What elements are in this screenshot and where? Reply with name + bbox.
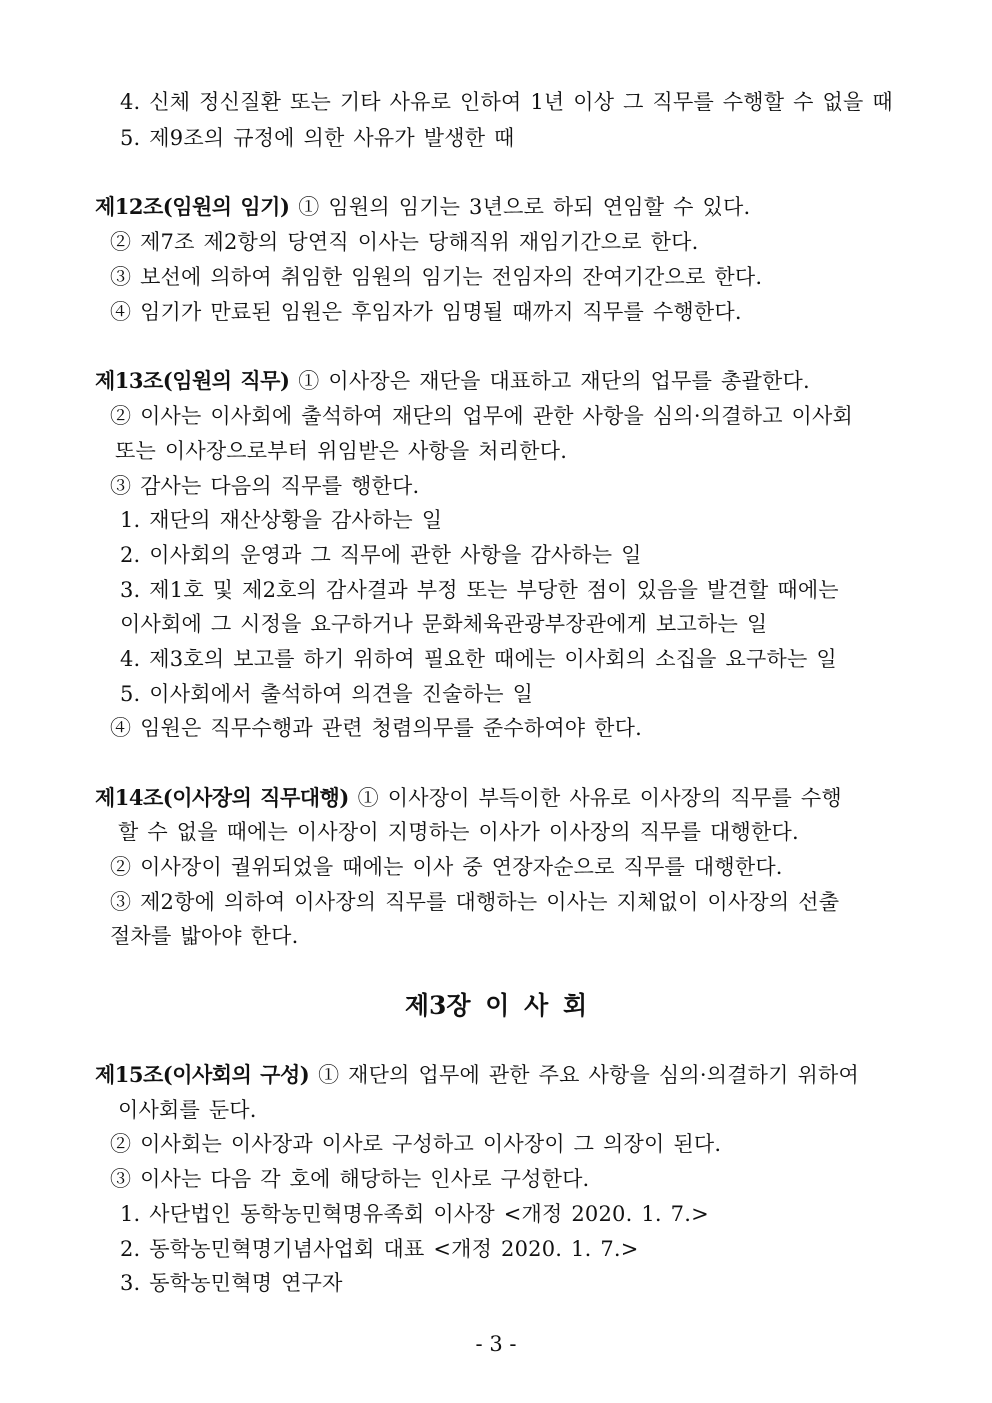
page-number: - 3 -: [475, 1332, 517, 1356]
list-item: 2. 동학농민혁명기념사업회 대표 <개정 2020. 1. 7.>: [120, 1237, 639, 1261]
article-title: 제14조(이사장의 직무대행): [95, 785, 349, 810]
article-text: ① 임원의 임기는 3년으로 하되 연임할 수 있다.: [289, 195, 751, 219]
article-13-heading: [95, 367, 810, 395]
paragraph-line: ② 이사장이 궐위되었을 때에는 이사 중 연장자순으로 직무를 대행한다.: [110, 855, 783, 879]
list-item: 2. 이사회의 운영과 그 직무에 관한 사항을 감사하는 일: [120, 543, 642, 567]
list-item: 3. 동학농민혁명 연구자: [120, 1271, 343, 1295]
list-item: 이사회에 그 시정을 요구하거나 문화체육관광부장관에게 보고하는 일: [120, 612, 768, 636]
article-title: 제13조(임원의 직무): [95, 368, 290, 393]
paragraph-line: ③ 이사는 다음 각 호에 해당하는 인사로 구성한다.: [110, 1167, 590, 1191]
list-item: 1. 사단법인 동학농민혁명유족회 이사장 <개정 2020. 1. 7.>: [120, 1202, 709, 1226]
paragraph-line: ② 제7조 제2항의 당연직 이사는 당해직위 재임기간으로 한다.: [110, 230, 699, 254]
list-item: 5. 제9조의 규정에 의한 사유가 발생한 때: [120, 126, 515, 150]
list-item: 4. 제3호의 보고를 하기 위하여 필요한 때에는 이사회의 소집을 요구하는 일: [120, 647, 837, 671]
article-title: 제15조(이사회의 구성): [95, 1062, 310, 1087]
paragraph-line: ③ 감사는 다음의 직무를 행한다.: [110, 474, 420, 498]
paragraph-line: ③ 제2항에 의하여 이사장의 직무를 대행하는 이사는 지체없이 이사장의 선출: [110, 890, 840, 914]
list-item: 1. 재단의 재산상황을 감사하는 일: [120, 508, 443, 532]
paragraph-line: 또는 이사장으로부터 위임받은 사항을 처리한다.: [115, 439, 568, 463]
paragraph-line: ④ 임기가 만료된 임원은 후임자가 임명될 때까지 직무를 수행한다.: [110, 300, 742, 324]
paragraph-line: ③ 보선에 의하여 취임한 임원의 임기는 전임자의 잔여기간으로 한다.: [110, 265, 763, 289]
article-text: ① 이사장이 부득이한 사유로 이사장의 직무를 수행: [348, 786, 842, 810]
paragraph-line: 이사회를 둔다.: [118, 1098, 257, 1122]
list-item: 4. 신체 정신질환 또는 기타 사유로 인하여 1년 이상 그 직무를 수행할 수 없을 때: [120, 90, 893, 114]
paragraph-line: 할 수 없을 때에는 이사장이 지명하는 이사가 이사장의 직무를 대행한다.: [118, 820, 799, 844]
list-item: 5. 이사회에서 출석하여 의견을 진술하는 일: [120, 682, 534, 706]
article-14-heading: [95, 784, 842, 812]
article-text: ① 재단의 업무에 관한 주요 사항을 심의·의결하기 위하여: [309, 1063, 859, 1087]
article-text: ① 이사장은 재단을 대표하고 재단의 업무를 총괄한다.: [289, 369, 810, 393]
article-title: 제12조(임원의 임기): [95, 194, 290, 219]
paragraph-line: ② 이사는 이사회에 출석하여 재단의 업무에 관한 사항을 심의·의결하고 이사회: [110, 404, 854, 428]
list-item: 3. 제1호 및 제2호의 감사결과 부정 또는 부당한 점이 있음을 발견할 때에는: [120, 578, 839, 602]
paragraph-line: 절차를 밟아야 한다.: [110, 924, 299, 948]
chapter-heading: 제3장 이 사 회: [404, 991, 588, 1020]
paragraph-line: ② 이사회는 이사장과 이사로 구성하고 이사장이 그 의장이 된다.: [110, 1132, 722, 1156]
article-12-heading: [95, 193, 750, 221]
article-15-heading: [95, 1061, 859, 1089]
paragraph-line: ④ 임원은 직무수행과 관련 청렴의무를 준수하여야 한다.: [110, 716, 643, 740]
